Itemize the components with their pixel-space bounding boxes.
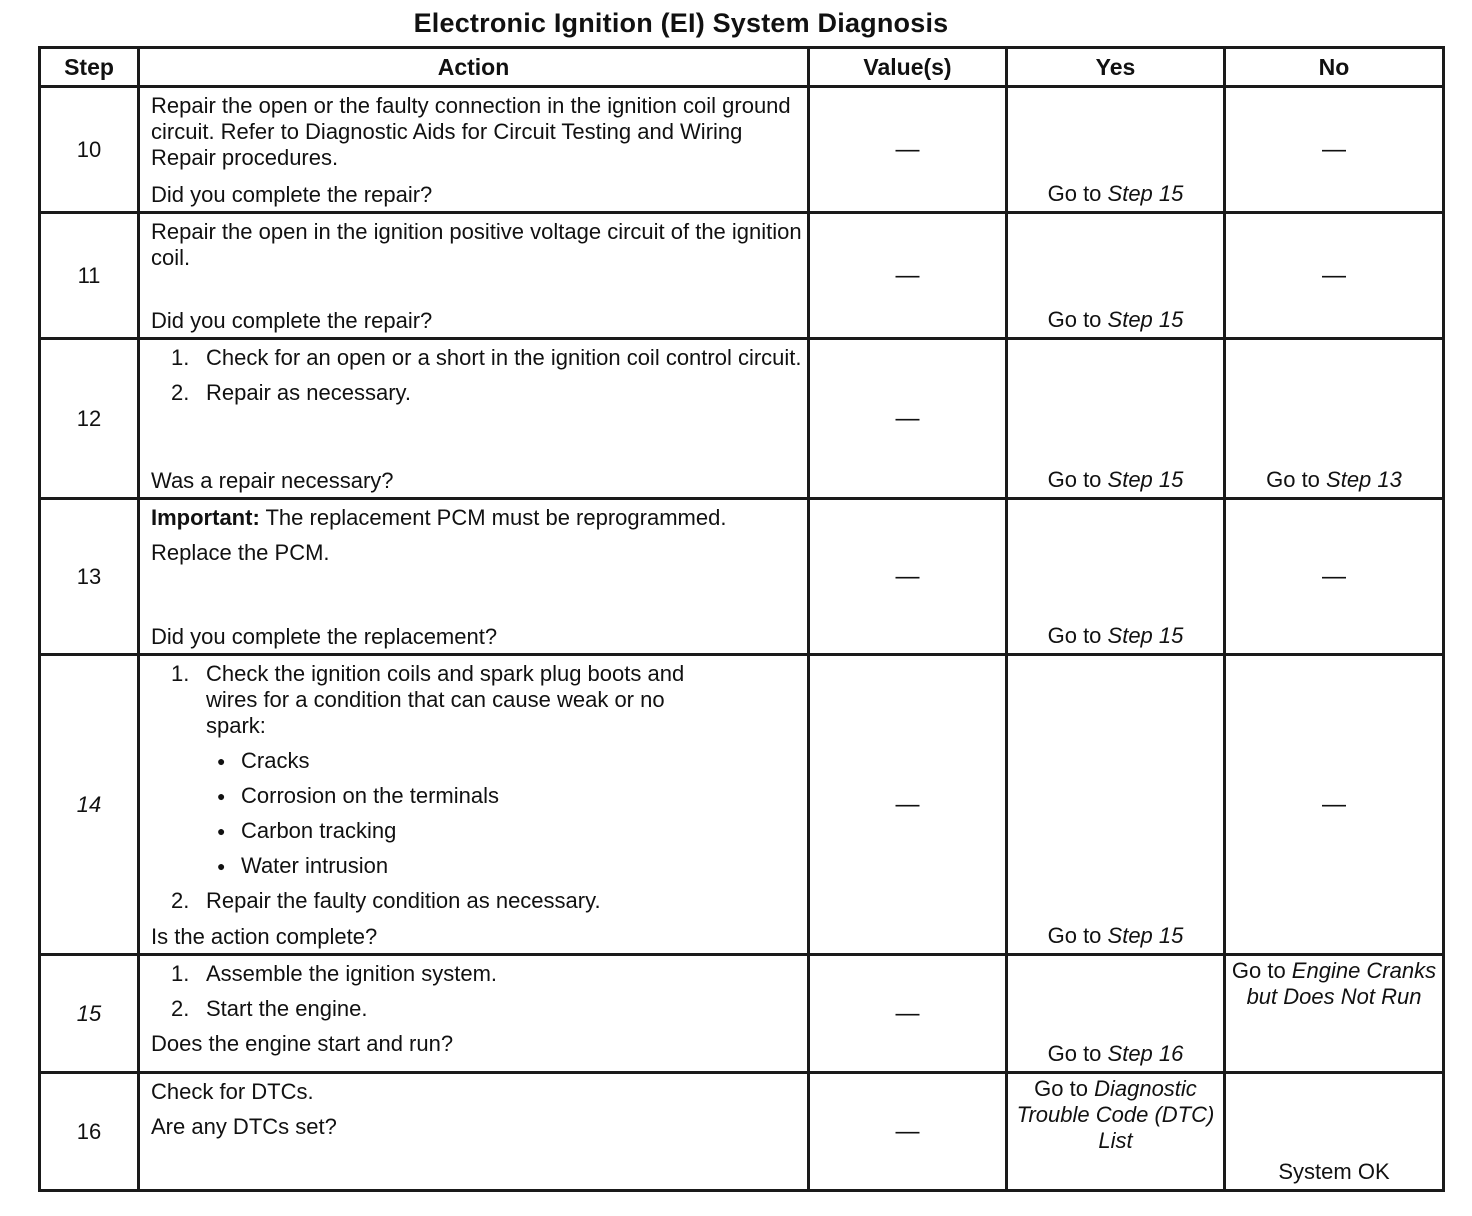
column-header-values: Value(s) — [809, 48, 1007, 87]
yes-cell — [1007, 955, 1225, 1073]
table-row — [40, 1073, 1444, 1191]
yes-step-link[interactable]: Step 15 — [1107, 307, 1184, 332]
table-row — [40, 655, 1444, 955]
step-number: 11 — [40, 213, 139, 339]
table-row — [40, 499, 1444, 655]
important-note — [151, 500, 803, 531]
yes-cell — [1007, 499, 1225, 655]
step-number: 14 — [40, 655, 139, 955]
list-item: 1. Check the ignition coils and spark plug boots and wires for a condition that can cause weak or no spark: — [151, 656, 803, 739]
action-cell — [139, 87, 809, 213]
bullet-text: Carbon tracking — [241, 818, 397, 843]
step-number: 15 — [40, 955, 139, 1073]
bullet-item: ● Carbon tracking — [217, 818, 397, 843]
no-prefix: Go to — [1266, 467, 1327, 492]
step-number: 10 — [40, 87, 139, 213]
value-cell: — — [809, 655, 1007, 955]
table-row — [40, 213, 1444, 339]
table-row — [40, 87, 1444, 213]
bullet-item: ● Cracks — [217, 748, 310, 773]
yes-cell — [1007, 87, 1225, 213]
no-prefix: Go to — [1231, 958, 1292, 983]
column-header-action: Action — [139, 48, 809, 87]
list-item-text: Repair as necessary. — [206, 380, 412, 405]
bullet-item: ● Water intrusion — [217, 853, 389, 878]
list-item-text: Assemble the ignition system. — [206, 961, 498, 986]
diagnosis-table — [38, 46, 1445, 1192]
list-item-text: Check the ignition coils and spark plug boots and wires for a condition that can cause weak or no spark: — [206, 661, 685, 738]
action-question: Was a repair necessary? — [151, 468, 394, 493]
no-cell: — — [1225, 213, 1444, 339]
table-row — [40, 955, 1444, 1073]
list-item: 1. Assemble the ignition system. — [171, 961, 498, 986]
no-cell: — — [1225, 499, 1444, 655]
table-header-row — [40, 48, 1444, 87]
column-header-yes: Yes — [1007, 48, 1225, 87]
action-cell — [139, 213, 809, 339]
page-title: Electronic Ignition (EI) System Diagnosis — [413, 8, 949, 38]
value-cell: — — [809, 499, 1007, 655]
value-cell: — — [809, 87, 1007, 213]
action-question: Are any DTCs set? — [151, 1114, 337, 1139]
action-question: Is the action complete? — [151, 924, 378, 949]
yes-prefix: Go to — [1034, 1076, 1095, 1101]
table-row — [40, 339, 1444, 499]
no-step-link[interactable]: Engine Cranks but Does Not Run — [1246, 958, 1437, 1009]
action-question: Did you complete the repair? — [151, 308, 433, 333]
action-cell — [139, 955, 809, 1073]
list-item: 2. Repair the faulty condition as necessary. — [171, 888, 601, 913]
action-cell — [139, 499, 809, 655]
action-question: Did you complete the replacement? — [151, 624, 498, 649]
no-cell — [1225, 955, 1444, 1073]
yes-step-link[interactable]: Step 15 — [1107, 467, 1184, 492]
yes-prefix: Go to — [1047, 623, 1108, 648]
value-cell: — — [809, 955, 1007, 1073]
yes-cell — [1007, 655, 1225, 955]
yes-prefix: Go to — [1047, 181, 1108, 206]
list-item: 2. Repair as necessary. — [171, 380, 412, 405]
yes-cell — [1007, 213, 1225, 339]
action-question: Did you complete the repair? — [151, 182, 433, 207]
value-cell: — — [809, 1073, 1007, 1191]
list-item-text: Start the engine. — [206, 996, 368, 1021]
list-item-text: Check for an open or a short in the ignition coil control circuit. — [206, 345, 802, 370]
action-text: Check for DTCs. — [151, 1079, 314, 1104]
value-cell: — — [809, 339, 1007, 499]
column-header-no: No — [1225, 48, 1444, 87]
yes-step-link[interactable]: Step 15 — [1107, 181, 1184, 206]
yes-step-link[interactable]: Step 16 — [1107, 1041, 1184, 1066]
no-cell: — — [1225, 87, 1444, 213]
bullet-text: Water intrusion — [241, 853, 389, 878]
value-cell: — — [809, 213, 1007, 339]
action-question: Does the engine start and run? — [151, 1031, 454, 1056]
list-item-text: Repair the faulty condition as necessary. — [206, 888, 601, 913]
yes-prefix: Go to — [1047, 1041, 1108, 1066]
action-cell — [139, 1073, 809, 1191]
action-text: Replace the PCM. — [151, 540, 330, 565]
list-item: 2. Start the engine. — [171, 996, 368, 1021]
yes-prefix: Go to — [1047, 307, 1108, 332]
action-text: Repair the open or the faulty connection in the ignition coil ground circuit. Refer to Diagnostic Aids for Circuit Testing and Wiring Repair procedures. — [151, 93, 791, 170]
no-cell: System OK — [1225, 1073, 1444, 1191]
no-step-link[interactable]: Step 13 — [1326, 467, 1402, 492]
no-cell: — — [1225, 655, 1444, 955]
action-cell — [139, 339, 809, 499]
action-cell — [139, 655, 809, 955]
yes-step-link[interactable]: Step 15 — [1107, 623, 1184, 648]
important-label: Important: — [151, 505, 260, 530]
step-number: 13 — [40, 499, 139, 655]
yes-step-link[interactable]: Step 15 — [1107, 923, 1184, 948]
yes-cell — [1007, 339, 1225, 499]
bullet-text: Cracks — [241, 748, 310, 773]
column-header-step: Step — [40, 48, 139, 87]
yes-cell — [1007, 1073, 1225, 1191]
yes-prefix: Go to — [1047, 923, 1108, 948]
list-item: 1. Check for an open or a short in the ignition coil control circuit. — [171, 345, 802, 370]
yes-prefix: Go to — [1047, 467, 1108, 492]
no-cell — [1225, 339, 1444, 499]
bullet-item: ● Corrosion on the terminals — [217, 783, 500, 808]
important-text: The replacement PCM must be reprogrammed. — [259, 505, 727, 530]
action-text: Repair the open in the ignition positive voltage circuit of the ignition coil. — [151, 219, 802, 270]
bullet-text: Corrosion on the terminals — [241, 783, 500, 808]
step-number: 12 — [40, 339, 139, 499]
step-number: 16 — [40, 1073, 139, 1191]
yes-dtc-link[interactable]: Diagnostic Trouble Code (DTC) List — [1016, 1076, 1215, 1153]
